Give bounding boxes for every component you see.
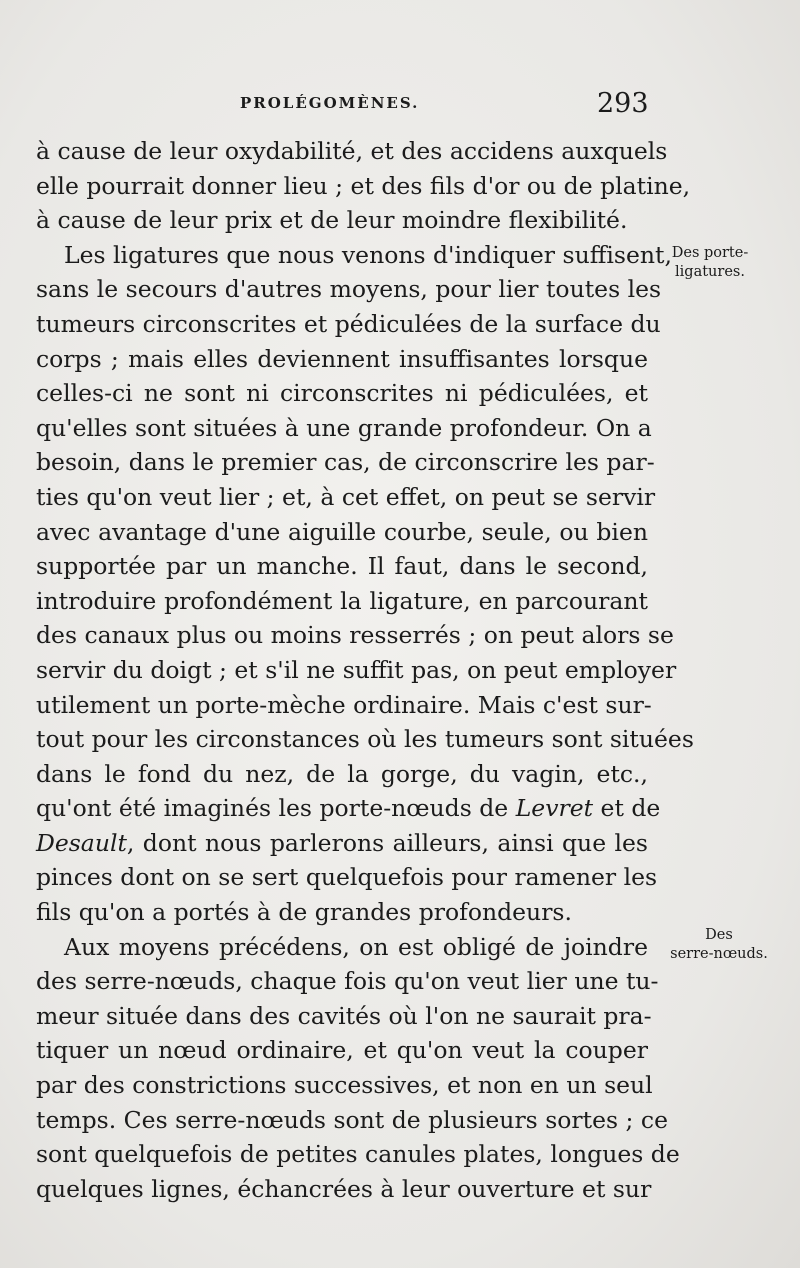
text-line: elle pourrait donner lieu ; et des fils d'or ou de platine, — [36, 171, 691, 200]
text-line: introduire profondément la ligature, en parcourant — [36, 586, 648, 615]
body-text — [36, 134, 694, 1206]
text-line: pinces dont on se sert quelquefois pour ramener les — [36, 863, 658, 892]
margin-note-text: Des serre-nœuds. — [670, 927, 768, 962]
text-line-with-italic — [36, 826, 648, 861]
text-line: qu'elles sont situées à une grande profondeur. On a — [36, 413, 652, 442]
text-line: besoin, dans le premier cas, de circonscrire les par- — [36, 448, 655, 477]
text-line: avec avantage d'une aiguille courbe, seule, ou bien — [36, 517, 648, 546]
text-line: sans le secours d'autres moyens, pour lier toutes les — [36, 275, 662, 304]
text-line: tumeurs circonscrites et pédiculées de la surface du — [36, 309, 661, 338]
text-line: tout pour les circonstances où les tumeurs sont situées — [36, 725, 694, 754]
text-line-with-italic — [36, 791, 661, 826]
text-line: utilement un porte-mèche ordinaire. Mais c'est sur- — [36, 690, 652, 719]
text-line: ties qu'on veut lier ; et, à cet effet, on peut se servir — [36, 482, 656, 511]
text-line: temps. Ces serre-nœuds sont de plusieurs sortes ; ce — [36, 1105, 668, 1134]
text-line: des canaux plus ou moins resserrés ; on peut alors se — [36, 621, 674, 650]
text-line: dans le fond du nez, de la gorge, du vagin, etc., — [36, 759, 648, 788]
line-text: et de — [600, 794, 661, 823]
text-line: meur située dans des cavités où l'on ne saurait pra- — [36, 1001, 652, 1030]
text-line: à cause de leur prix et de leur moindre flexibilité. — [36, 206, 628, 235]
text-line: Aux moyens précédens, on est obligé de joindre — [64, 932, 648, 961]
text-line: à cause de leur oxydabilité, et des accidens auxquels — [36, 137, 668, 165]
text-line: servir du doigt ; et s'il ne suffit pas, on peut employer — [36, 655, 677, 684]
text-line: corps ; mais elles deviennent insuffisantes lorsque — [36, 344, 648, 373]
page-header — [0, 88, 800, 120]
text-line: fils qu'on a portés à de grandes profondeurs. — [36, 898, 572, 927]
margin-note-porte-ligatures — [660, 244, 760, 282]
author-name-desault: Desault — [36, 828, 127, 857]
margin-note-serre-noeuds — [664, 926, 774, 964]
line-text: qu'ont été imaginés les porte-nœuds de — [36, 794, 509, 823]
text-line: par des constrictions successives, et non en un seul — [36, 1071, 653, 1100]
text-line: celles-ci ne sont ni circonscrites ni pédiculées, et — [36, 379, 648, 408]
line-text: , dont nous parlerons ailleurs, ainsi que les — [126, 828, 648, 857]
margin-note-text: Des porte- ligatures. — [671, 245, 749, 280]
author-name-levret: Levret — [515, 794, 594, 823]
text-line: des serre-nœuds, chaque fois qu'on veut lier une tu- — [36, 967, 659, 996]
text-line: quelques lignes, échancrées à leur ouverture et sur — [36, 1174, 652, 1203]
text-line: supportée par un manche. Il faut, dans le second, — [36, 552, 648, 581]
running-head: PROLÉGOMÈNES. — [240, 94, 420, 112]
text-line: tiquer un nœud ordinaire, et qu'on veut la couper — [36, 1036, 648, 1065]
page-number: 293 — [597, 88, 649, 119]
text-line: sont quelquefois de petites canules plates, longues de — [36, 1140, 680, 1169]
text-line: Les ligatures que nous venons d'indiquer suffisent, — [64, 240, 672, 269]
